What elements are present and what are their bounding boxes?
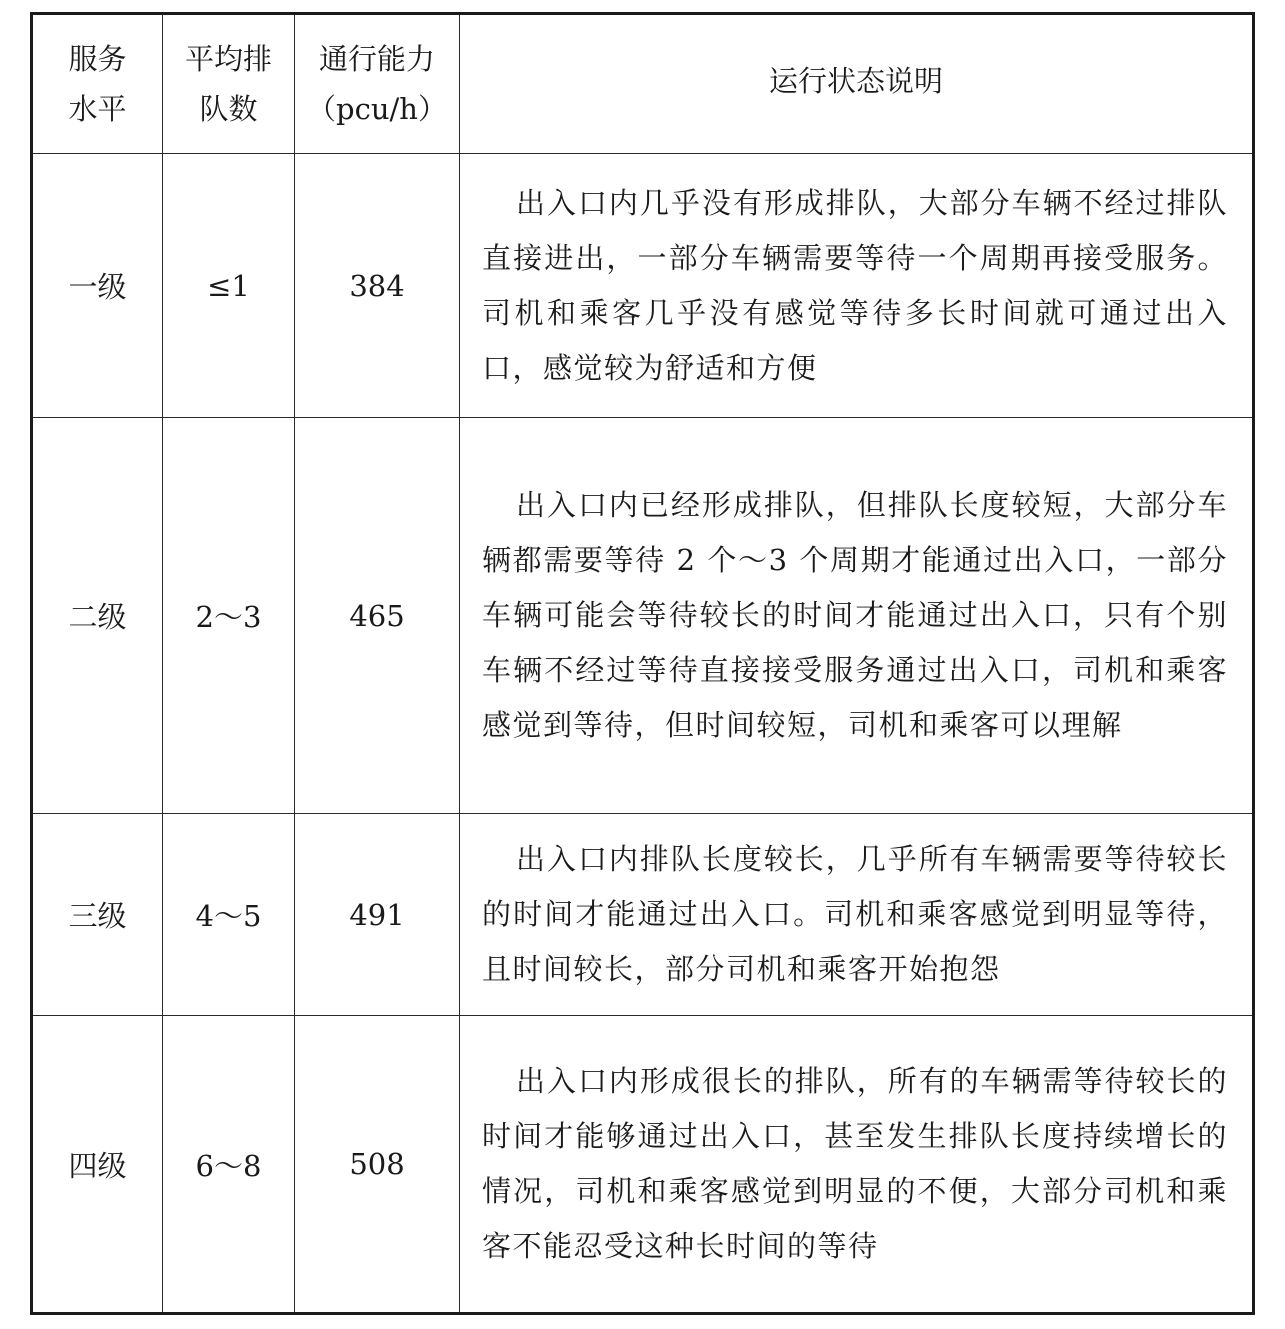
queue-cell: ≤1 — [163, 154, 295, 418]
description-cell: 出入口内已经形成排队，但排队长度较短，大部分车辆都需要等待 2 个～3 个周期才能通过出入口，一部分车辆可能会等待较长的时间才能通过出入口，只有个别车辆不经过等待直接接受服务通过出入口，司机和乘客感觉到等待，但时间较短，司机和乘客可以理解 — [460, 418, 1254, 814]
header-row — [32, 14, 1254, 154]
header-avg-queue-line1: 平均排 — [184, 42, 272, 76]
capacity-cell: 465 — [295, 418, 460, 814]
header-service-level — [32, 14, 163, 154]
table-row — [32, 154, 1254, 418]
capacity-cell: 384 — [295, 154, 460, 418]
description-cell: 出入口内排队长度较长，几乎所有车辆需要等待较长的时间才能通过出入口。司机和乘客感觉到明显等待，且时间较长，部分司机和乘客开始抱怨 — [460, 814, 1254, 1016]
table-row — [32, 814, 1254, 1016]
header-service-level-line2: 水平 — [68, 92, 127, 126]
capacity-cell: 508 — [295, 1016, 460, 1314]
queue-cell: 2～3 — [163, 418, 295, 814]
capacity-cell: 491 — [295, 814, 460, 1016]
header-capacity-line1: 通行能力 — [318, 42, 435, 76]
header-avg-queue-line2: 队数 — [199, 92, 258, 126]
service-level-table — [30, 12, 1255, 1315]
table-row — [32, 418, 1254, 814]
header-description: 运行状态说明 — [460, 14, 1254, 154]
header-avg-queue — [163, 14, 295, 154]
table-row — [32, 1016, 1254, 1314]
header-capacity — [295, 14, 460, 154]
level-cell: 三级 — [32, 814, 163, 1016]
level-cell: 四级 — [32, 1016, 163, 1314]
header-service-level-line1: 服务 — [68, 42, 127, 76]
queue-cell: 6～8 — [163, 1016, 295, 1314]
level-cell: 一级 — [32, 154, 163, 418]
description-cell: 出入口内形成很长的排队，所有的车辆需等待较长的时间才能够通过出入口，甚至发生排队长度持续增长的情况，司机和乘客感觉到明显的不便，大部分司机和乘客不能忍受这种长时间的等待 — [460, 1016, 1254, 1314]
description-cell: 出入口内几乎没有形成排队，大部分车辆不经过排队直接进出，一部分车辆需要等待一个周期再接受服务。司机和乘客几乎没有感觉等待多长时间就可通过出入口，感觉较为舒适和方便 — [460, 154, 1254, 418]
queue-cell: 4～5 — [163, 814, 295, 1016]
level-cell: 二级 — [32, 418, 163, 814]
header-capacity-line2: （pcu/h） — [307, 92, 447, 126]
